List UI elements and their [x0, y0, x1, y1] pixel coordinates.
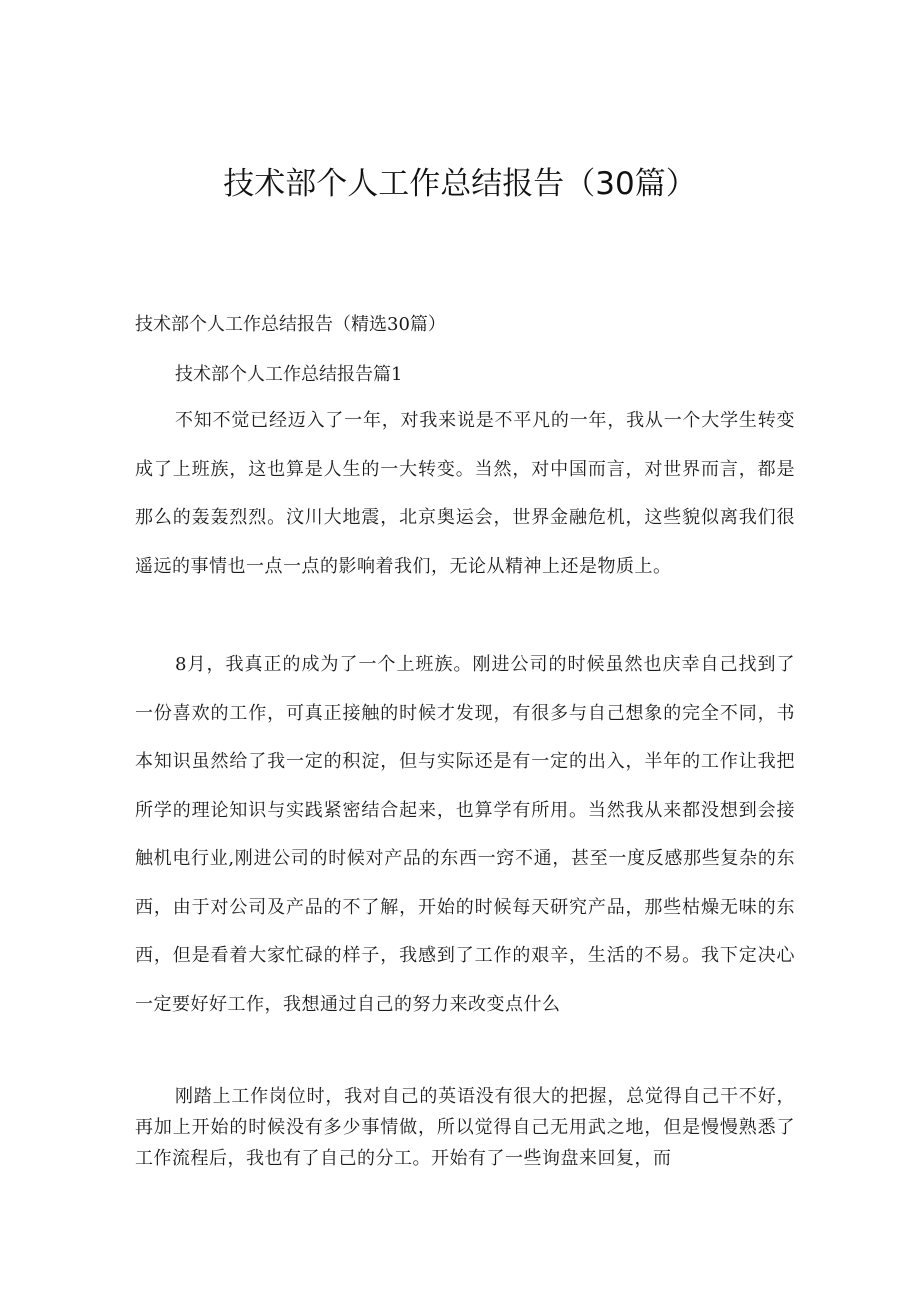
paragraph: 8月，我真正的成为了一个上班族。刚进公司的时候虽然也庆幸自己找到了一份喜欢的工作，可真正接触的时候才发现，有很多与自己想象的完全不同，书本知识虽然给了我一定的积淀，但与实际还是有一定的出入，半年的工作让我把所学的理论知识与实践紧密结合起来，也算学有所用。当然我从来都没想到会接触机电行业,刚进公司的时候对产品的东西一窍不通，甚至一度反感那些复杂的东西，由于对公司及产品的不了解，开始的时候每天研究产品，那些枯燥无味的东西，但是看着大家忙碌的样子，我感到了工作的艰辛，生活的不易。我下定决心一定要好好工作，我想通过自己的努力来改变点什么 — [135, 654, 795, 1015]
paragraph: 刚踏上工作岗位时，我对自己的英语没有很大的把握，总觉得自己干不好，再加上开始的时候没有多少事情做，所以觉得自己无用武之地，但是慢慢熟悉了工作流程后，我也有了自己的分工。开始有了一些询盘来回复，而 — [135, 1086, 795, 1169]
section-heading: 技术部个人工作总结报告篇1 — [175, 364, 403, 385]
document-subtitle: 技术部个人工作总结报告（精选30篇） — [135, 314, 446, 335]
paragraph: 不知不觉已经迈入了一年，对我来说是不平凡的一年，我从一个大学生转变成了上班族，这也算是人生的一大转变。当然，对中国而言，对世界而言，都是那么的轰轰烈烈。汶川大地震，北京奥运会，世界金融危机，这些貌似离我们很遥远的事情也一点一点的影响着我们，无论从精神上还是物质上。 — [135, 410, 795, 577]
document-title: 技术部个人工作总结报告（30篇） — [223, 166, 697, 202]
